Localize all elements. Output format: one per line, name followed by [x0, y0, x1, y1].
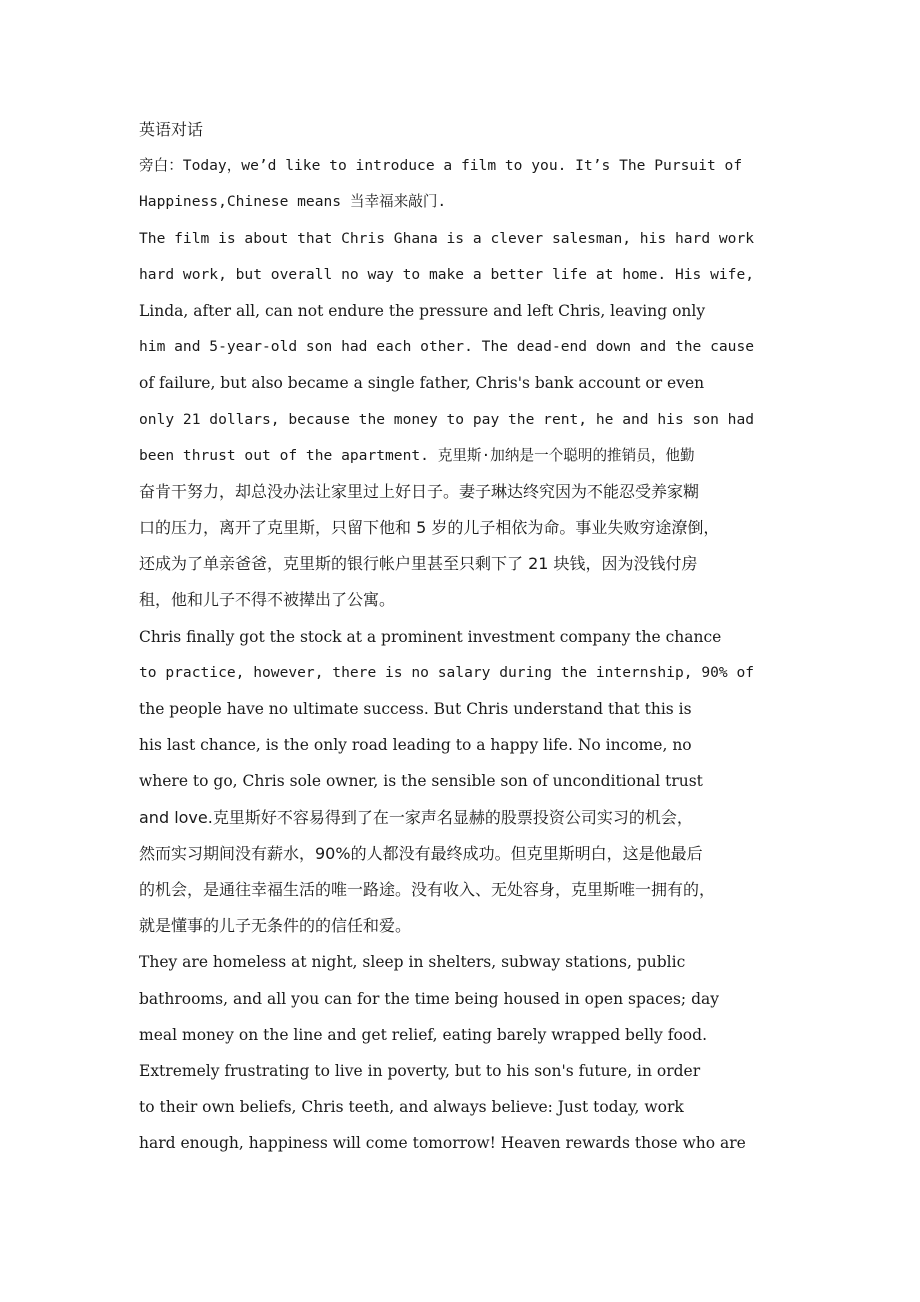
- text-line: 的机会，是通往幸福生活的唯一路途。没有收入、无处容身，克里斯唯一拥有的，: [139, 879, 716, 899]
- text-line: hard enough, happiness will come tomorrow! Heaven rewards those who are: [139, 1134, 746, 1153]
- text-line: 就是懂事的儿子无条件的的信任和爱。: [139, 916, 412, 936]
- document-page: [139, 112, 809, 1161]
- text-line: Linda, after all, can not endure the pressure and left Chris, leaving only: [139, 301, 706, 320]
- text-line: where to go, Chris sole owner, is the sensible son of unconditional trust: [139, 772, 703, 791]
- text-line: 然而实习期间没有薪水，90%的人都没有最终成功。但克里斯明白，这是他最后: [139, 843, 703, 863]
- text-line: and love.克里斯好不容易得到了在一家声名显赫的股票投资公司实习的机会，: [139, 807, 693, 827]
- text-line: 口的压力，离开了克里斯，只留下他和 5 岁的儿子相依为命。事业失败穷途潦倒，: [139, 518, 720, 538]
- text-line: his last chance, is the only road leading to a happy life. No income, no: [139, 736, 692, 755]
- text-line: 旁白：Today，we’d like to introduce a film to you. It’s The Pursuit of: [139, 157, 743, 175]
- text-line: hard work, but overall no way to make a better life at home. His wife,: [139, 265, 755, 283]
- text-line: The film is about that Chris Ghana is a clever salesman, his hard work: [139, 229, 755, 247]
- text-line: him and 5-year-old son had each other. The dead-end down and the cause: [139, 338, 755, 356]
- paragraph-intro: [139, 148, 809, 220]
- text-line: only 21 dollars, because the money to pay the rent, he and his son had: [139, 410, 755, 428]
- text-line: 租，他和儿子不得不被撵出了公寓。: [139, 590, 396, 610]
- text-line: been thrust out of the apartment. 克里斯·加纳是一个聪明的推销员，他勤: [139, 446, 695, 464]
- text-line: Happiness,Chinese means 当幸福来敲门.: [139, 193, 447, 211]
- paragraph-homeless: [139, 944, 809, 1161]
- text-line: 还成为了单亲爸爸，克里斯的银行帐户里甚至只剩下了 21 块钱，因为没钱付房: [139, 554, 698, 574]
- paragraph-internship: [139, 619, 809, 945]
- text-line: the people have no ultimate success. But Chris understand that this is: [139, 700, 692, 718]
- text-line: 奋肯干努力，却总没办法让家里过上好日子。妻子琳达终究因为不能忍受养家糊: [139, 481, 700, 501]
- text-line: to their own beliefs, Chris teeth, and always believe: Just today, work: [139, 1098, 684, 1117]
- text-line: Extremely frustrating to live in poverty, but to his son's future, in order: [139, 1061, 701, 1080]
- text-line: They are homeless at night, sleep in shelters, subway stations, public: [139, 953, 686, 972]
- text-line: meal money on the line and get relief, eating barely wrapped belly food.: [139, 1025, 707, 1044]
- text-line: to practice, however, there is no salary during the internship, 90% of: [139, 663, 755, 681]
- paragraph-plot: [139, 221, 809, 619]
- text-line: bathrooms, and all you can for the time being housed in open spaces; day: [139, 989, 719, 1008]
- text-line: of failure, but also became a single father, Chris's bank account or even: [139, 374, 705, 393]
- text-line: Chris finally got the stock at a prominent investment company the chance: [139, 627, 722, 646]
- document-title: 英语对话: [139, 120, 204, 139]
